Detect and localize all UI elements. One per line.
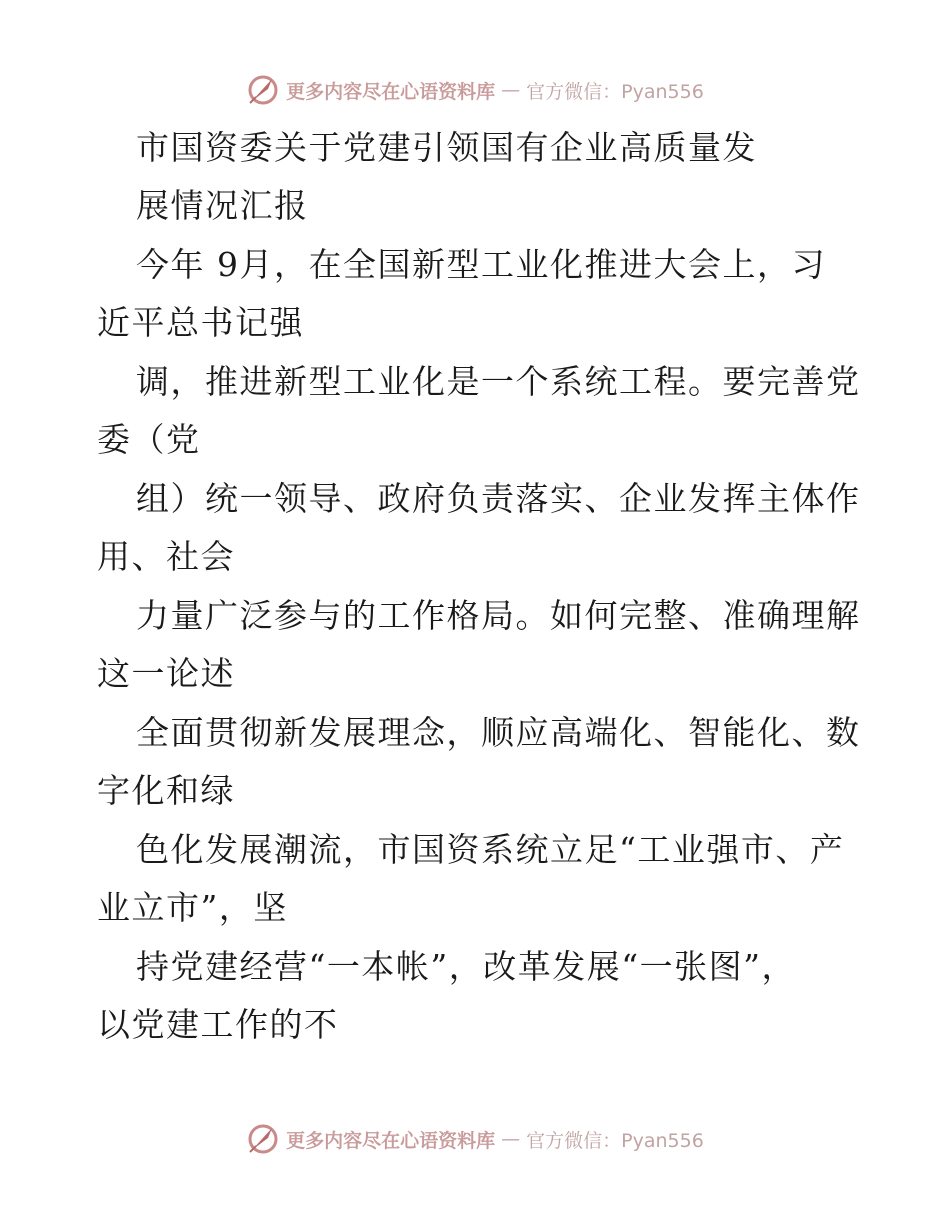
paragraph-line: 委（党 xyxy=(97,420,201,459)
paragraph-line: 业立市”，坚 xyxy=(97,888,288,927)
watermark-site-text: 更多内容尽在心语资料库 xyxy=(286,1129,496,1152)
footer-watermark xyxy=(0,1119,950,1159)
watermark-site-text: 更多内容尽在心语资料库 xyxy=(286,80,496,103)
paragraph-line: 字化和绿 xyxy=(97,771,235,810)
paragraph-line: 全面贯彻新发展理念，顺应高端化、智能化、数 xyxy=(136,713,861,752)
paragraph-line: 色化发展潮流，市国资系统立足“工业强市、产 xyxy=(136,830,845,869)
paragraph-line: 持党建经营“一本帐”，改革发展“一张图”， xyxy=(136,947,796,986)
document-title-line-1: 市国资委关于党建引领国有企业高质量发 xyxy=(136,128,757,167)
paragraph-line: 组）统一领导、政府负责落实、企业发挥主体作 xyxy=(136,479,861,518)
paragraph-line: 这一论述 xyxy=(97,654,235,693)
watermark-dash: — xyxy=(501,79,521,101)
header-watermark xyxy=(0,70,950,110)
watermark-dash: — xyxy=(501,1128,521,1150)
paragraph-line: 近平总书记强 xyxy=(97,303,304,342)
paragraph-line: 以党建工作的不 xyxy=(97,1005,339,1044)
feather-pen-logo-icon xyxy=(246,1122,280,1156)
paragraph-line: 用、社会 xyxy=(97,537,235,576)
paragraph-line: 调，推进新型工业化是一个系统工程。要完善党 xyxy=(136,362,861,401)
paragraph-line: 力量广泛参与的工作格局。如何完整、准确理解 xyxy=(136,596,861,635)
feather-pen-logo-icon xyxy=(246,73,280,107)
paragraph-line: 今年 9月，在全国新型工业化推进大会上，习 xyxy=(136,245,826,284)
watermark-wechat-text: 官方微信：Pyan556 xyxy=(526,80,704,103)
document-title-line-2: 展情况汇报 xyxy=(136,186,309,225)
watermark-wechat-text: 官方微信：Pyan556 xyxy=(526,1129,704,1152)
